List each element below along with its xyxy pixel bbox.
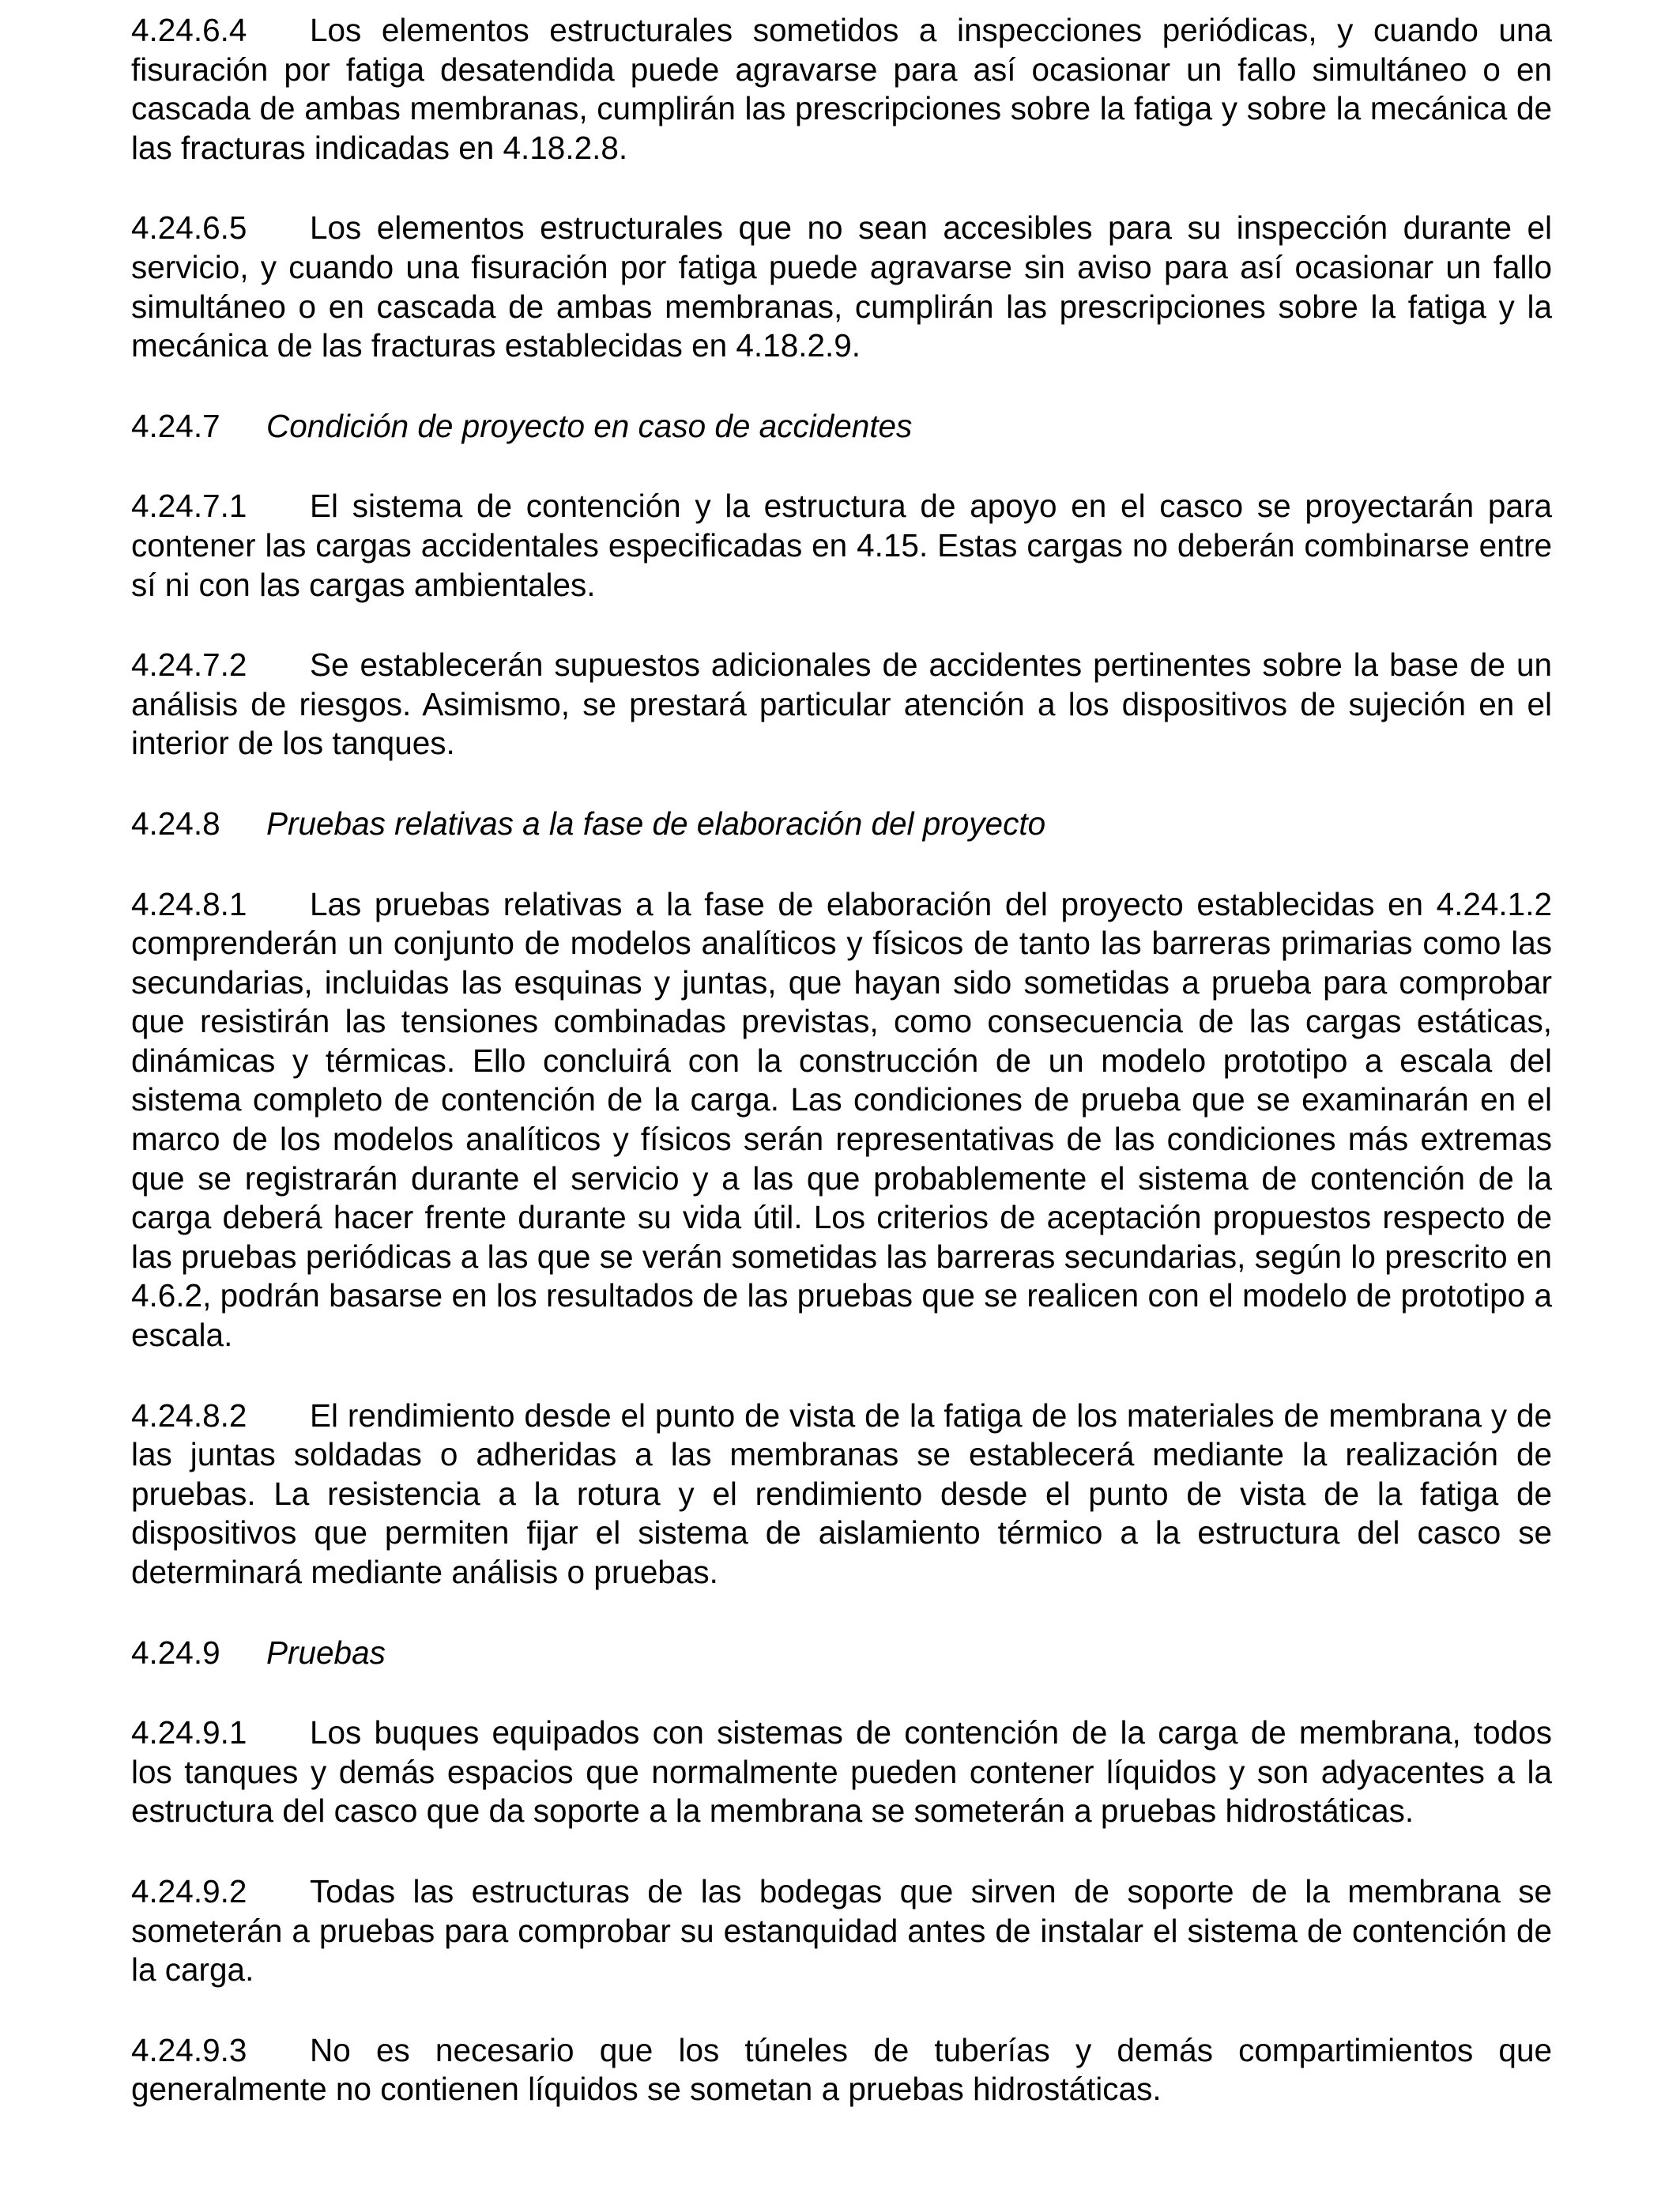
paragraph-4-24-8-1: [131, 885, 1552, 1355]
paragraph-number: 4.24.8.1: [131, 885, 247, 922]
paragraph-text: No es necesario que los túneles de tuberías y demás compartimientos que generalmente no contienen líquidos se sometan a pruebas hidrostáticas.: [131, 2031, 1552, 2108]
paragraph-number: 4.24.9.3: [131, 2031, 247, 2068]
paragraph-number: 4.24.7.2: [131, 647, 247, 684]
paragraph-4-24-7-1: [131, 487, 1552, 605]
paragraph-text: Las pruebas relativas a la fase de elaboración del proyecto establecidas en 4.24.1.2 comprenderán un conjunto de modelos analíticos y físicos de tanto las barreras primarias como las secundarias, incluidas las esquinas y juntas, que hayan sido sometidas a prueba para comprobar que resistirán las tensiones combinadas previstas, como consecuencia de las cargas estáticas, dinámicas y térmicas. Ello concluirá con la construcción de un modelo prototipo a escala del sistema completo de contención de la carga. Las condiciones de prueba que se examinarán en el marco de los modelos analíticos y físicos serán representativas de las condiciones más extremas que se registrarán durante el servicio y a las que probablemente el sistema de contención de la carga deberá hacer frente durante su vida útil. Los criterios de aceptación propuestos respecto de las pruebas periódicas a las que se verán sometidas las barreras secundarias, según lo prescrito en 4.6.2, podrán basarse en los resultados de las pruebas que se realicen con el modelo de prototipo a escala.: [131, 885, 1552, 1354]
paragraph-text: El sistema de contención y la estructura de apoyo en el casco se proyectarán para contener las cargas accidentales especificadas en 4.15. Estas cargas no deberán combinarse entre sí ni con las cargas ambientales.: [131, 488, 1552, 603]
paragraph-text: El rendimiento desde el punto de vista de la fatiga de los materiales de membrana y de las juntas soldadas o adheridas a las membranas se establecerá mediante la realización de pruebas. La resistencia a la rotura y el rendimiento desde el punto de vista de la fatiga de dispositivos que permiten fijar el sistema de aislamiento térmico a la estructura del casco se determinará mediante análisis o pruebas.: [131, 1397, 1552, 1590]
paragraph-4-24-9-1: [131, 1713, 1552, 1831]
paragraph-number: 4.24.9.1: [131, 1714, 247, 1751]
paragraph-text: Se establecerán supuestos adicionales de accidentes pertinentes sobre la base de un análisis de riesgos. Asimismo, se prestará particular atención a los dispositivos de sujeción en el interior de los tanques.: [131, 647, 1552, 762]
paragraph-number: 4.24.9.2: [131, 1872, 247, 1909]
paragraph-text: Los elementos estructurales que no sean accesibles para su inspección durante el servicio, y cuando una fisuración por fatiga puede agravarse sin aviso para así ocasionar un fallo simultáneo o en cascada de ambas membranas, cumplirán las prescripciones sobre la fatiga y la mecánica de las fracturas establecidas en 4.18.2.9.: [131, 209, 1552, 364]
paragraph-number: 4.24.6.4: [131, 12, 247, 48]
paragraph-4-24-9-3: [131, 2031, 1552, 2109]
section-heading-4-24-8: [131, 805, 1552, 844]
section-title: Pruebas: [266, 1634, 386, 1671]
paragraph-number: 4.24.6.5: [131, 209, 247, 247]
paragraph-text: Los elementos estructurales sometidos a inspecciones periódicas, y cuando una fisuración por fatiga desatendida puede agravarse para así ocasionar un fallo simultáneo o en cascada de ambas membranas, cumplirán las prescripciones sobre la fatiga y sobre la mecánica de las fracturas indicadas en 4.18.2.8.: [131, 12, 1552, 166]
section-title: Condición de proyecto en caso de accidentes: [266, 407, 913, 444]
section-number: 4.24.8: [131, 805, 220, 842]
paragraph-number: 4.24.7.1: [131, 488, 247, 525]
paragraph-number: 4.24.8.2: [131, 1397, 247, 1434]
paragraph-4-24-8-2: [131, 1397, 1552, 1593]
paragraph-text: Todas las estructuras de las bodegas que sirven de soporte de la membrana se someterán a pruebas para comprobar su estanquidad antes de instalar el sistema de contención de la carga.: [131, 1872, 1552, 1989]
section-heading-4-24-9: [131, 1634, 1552, 1673]
document-page: [131, 11, 1552, 2151]
section-heading-4-24-7: [131, 407, 1552, 447]
section-number: 4.24.7: [131, 407, 220, 444]
section-title: Pruebas relativas a la fase de elaboración del proyecto: [266, 805, 1046, 842]
section-number: 4.24.9: [131, 1634, 220, 1671]
paragraph-4-24-7-2: [131, 646, 1552, 763]
paragraph-4-24-9-2: [131, 1872, 1552, 1990]
paragraph-text: Los buques equipados con sistemas de contención de la carga de membrana, todos los tanques y demás espacios que normalmente pueden contener líquidos y son adyacentes a la estructura del casco que da soporte a la membrana se someterán a pruebas hidrostáticas.: [131, 1714, 1552, 1830]
paragraph-4-24-6-5: [131, 209, 1552, 365]
paragraph-4-24-6-4: [131, 11, 1552, 168]
